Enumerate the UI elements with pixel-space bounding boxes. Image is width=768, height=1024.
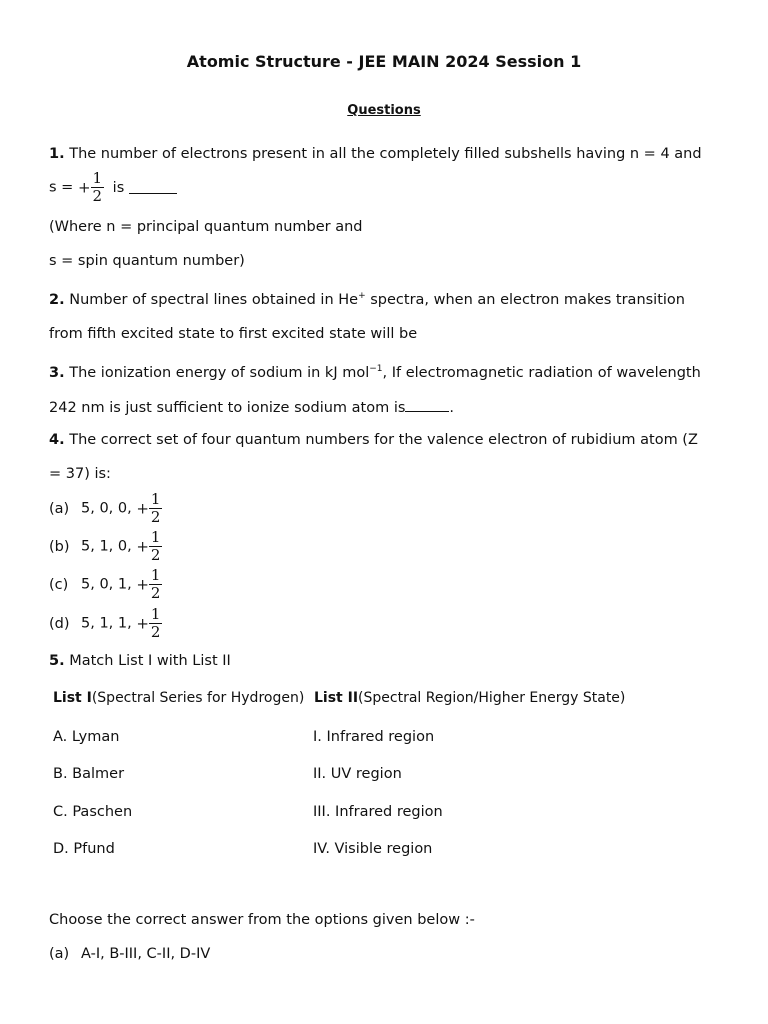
question-1-line-1: [49, 146, 702, 162]
answer-blank: [405, 399, 449, 412]
question-4-text: The correct set of four quantum numbers for the valence electron of rubidium atom (Z: [69, 432, 698, 448]
question-3-number: 3.: [49, 365, 65, 381]
list-1-item: C. Paschen: [53, 804, 133, 820]
list-1-title: List I: [53, 690, 92, 706]
question-5-line-1: [49, 653, 231, 669]
option-label: (c): [49, 576, 69, 593]
question-4-line-2: = 37) is:: [49, 466, 111, 482]
option-text: 5, 0, 1,: [81, 576, 137, 593]
question-5-instruction: Choose the correct answer from the options given below :-: [49, 912, 475, 928]
list-2-item: I. Infrared region: [313, 729, 435, 745]
option-c: [49, 567, 162, 602]
question-2-line-2: from fifth excited state to first excited state will be: [49, 326, 418, 342]
option-a: [49, 491, 162, 526]
plus-sign: +: [136, 537, 149, 556]
question-5-text: Match List I with List II: [69, 653, 231, 669]
question-3-superscript: −1: [369, 364, 383, 374]
fraction: $\frac{1}{2}$: [92, 169, 103, 205]
list-1-header: [53, 690, 304, 706]
list-2-header: [314, 690, 625, 706]
list-2-description: (Spectral Region/Higher Energy State): [358, 690, 626, 706]
question-3-line-2: [49, 399, 454, 416]
option-text: 5, 1, 0,: [81, 538, 137, 555]
option-text: 5, 0, 0,: [81, 500, 137, 517]
question-1-s-prefix: s =: [49, 179, 78, 196]
question-5-number: 5.: [49, 653, 65, 669]
question-5-option-a: [49, 946, 210, 962]
question-2-number: 2.: [49, 292, 65, 308]
question-1-text: The number of electrons present in all the completely filled subshells having n = 4 and: [69, 146, 702, 162]
question-4-number: 4.: [49, 432, 65, 448]
plus-sign: +: [136, 614, 149, 633]
question-3-period: .: [449, 400, 455, 416]
question-1-note-1: (Where n = principal quantum number and: [49, 219, 363, 235]
question-3-line-1: [49, 365, 701, 381]
list-1-description: (Spectral Series for Hydrogen): [91, 690, 305, 706]
question-1-note-2: s = spin quantum number): [49, 253, 245, 269]
option-label: (a): [49, 946, 70, 962]
list-1-item: D. Pfund: [53, 841, 115, 857]
fraction: $\frac{1}{2}$: [150, 528, 161, 564]
option-label: (a): [49, 500, 70, 517]
list-2-item: II. UV region: [313, 766, 402, 782]
fraction: $\frac{1}{2}$: [150, 490, 161, 526]
plus-sign: +: [77, 178, 91, 197]
question-1-line-2: [49, 170, 177, 205]
list-1-item: A. Lyman: [53, 729, 120, 745]
question-2-line-1: [49, 292, 685, 308]
list-2-item: III. Infrared region: [313, 804, 443, 820]
question-4-line-1: [49, 432, 698, 448]
option-text: 5, 1, 1,: [81, 615, 137, 632]
question-1-number: 1.: [49, 146, 65, 162]
question-3-text-end: , If electromagnetic radiation of wavelength: [382, 365, 701, 381]
page-title: Atomic Structure - JEE MAIN 2024 Session 1: [186, 52, 582, 71]
list-1-item: B. Balmer: [53, 766, 125, 782]
question-2-superscript: +: [358, 291, 366, 301]
question-2-text: Number of spectral lines obtained in He: [69, 292, 359, 308]
question-3-text-2: 242 nm is just sufficient to ionize sodium atom is: [49, 400, 406, 416]
fraction: $\frac{1}{2}$: [150, 605, 161, 641]
question-1-is: is: [112, 179, 125, 196]
section-heading: Questions: [347, 103, 421, 118]
option-label: (d): [49, 615, 70, 632]
fraction: $\frac{1}{2}$: [150, 566, 161, 602]
option-d: [49, 606, 162, 641]
plus-sign: +: [136, 499, 149, 518]
plus-sign: +: [136, 575, 149, 594]
answer-blank: [129, 181, 177, 194]
question-3-text: The ionization energy of sodium in kJ mol: [69, 365, 370, 381]
list-2-title: List II: [314, 690, 359, 706]
question-2-text-end: spectra, when an electron makes transition: [370, 292, 685, 308]
option-b: [49, 529, 162, 564]
list-2-item: IV. Visible region: [313, 841, 433, 857]
option-text: A-I, B-III, C-II, D-IV: [81, 946, 211, 962]
option-label: (b): [49, 538, 70, 555]
